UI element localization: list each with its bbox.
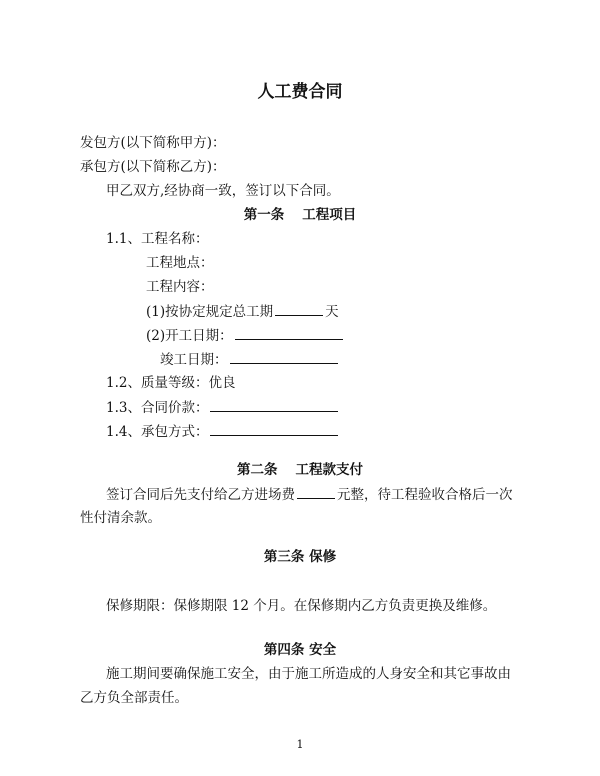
project-name-label: 1.1、工程名称： (106, 231, 209, 247)
article2-heading (0, 460, 600, 480)
entry-fee-blank (297, 484, 335, 499)
article2-name: 工程款支付 (295, 462, 363, 478)
article3-heading: 第三条 保修 (263, 549, 337, 565)
contract-method-blank (210, 421, 338, 436)
safety-line-2: 乙方负全部责任。 (80, 690, 188, 706)
article4-heading: 第四条 安全 (263, 642, 337, 658)
article1-heading (0, 205, 600, 225)
start-date-blank (235, 325, 343, 340)
employer-line: 发包方(以下简称甲方)： (80, 135, 226, 151)
contract-method-line (106, 421, 340, 442)
project-content-label: 工程内容： (146, 279, 214, 295)
article2-number: 第二条 (237, 462, 278, 478)
period-text: (1)按协定规定总工期 (146, 304, 274, 320)
period-unit: 天 (325, 304, 339, 320)
quality-grade-line: 1.2、质量等级：优良 (106, 375, 236, 391)
contract-method-label: 1.4、承包方式： (106, 424, 209, 440)
payment-line-1 (106, 484, 513, 505)
project-location-label: 工程地点： (146, 255, 214, 271)
end-date-line (160, 349, 340, 370)
end-date-blank (230, 349, 338, 364)
start-date-line (146, 325, 345, 346)
safety-line-1: 施工期间要确保施工安全，由于施工所造成的人身安全和其它事故由 (106, 666, 511, 682)
payment-text-before: 签订合同后先支付给乙方进场费 (106, 487, 295, 503)
end-date-label: 竣工日期： (160, 352, 228, 368)
intro-line: 甲乙双方,经协商一致，签订以下合同。 (106, 183, 340, 199)
document-title: 人工费合同 (257, 82, 343, 102)
article1-number: 第一条 (243, 207, 285, 223)
contractor-line: 承包方(以下简称乙方)： (80, 159, 226, 175)
contract-price-blank (210, 397, 338, 412)
payment-line-2: 性付清余款。 (80, 510, 161, 526)
contract-price-line (106, 397, 340, 418)
project-period-line (146, 301, 339, 322)
payment-text-after: 元整，待工程验收合格后一次 (337, 487, 513, 503)
period-days-blank (275, 301, 323, 316)
page-number: 1 (296, 738, 304, 751)
warranty-line: 保修期限：保修期限 12 个月。在保修期内乙方负责更换及维修。 (106, 598, 497, 614)
start-date-label: (2)开工日期： (146, 328, 233, 344)
contract-price-label: 1.3、合同价款： (106, 400, 209, 416)
article1-name: 工程项目 (302, 207, 357, 223)
